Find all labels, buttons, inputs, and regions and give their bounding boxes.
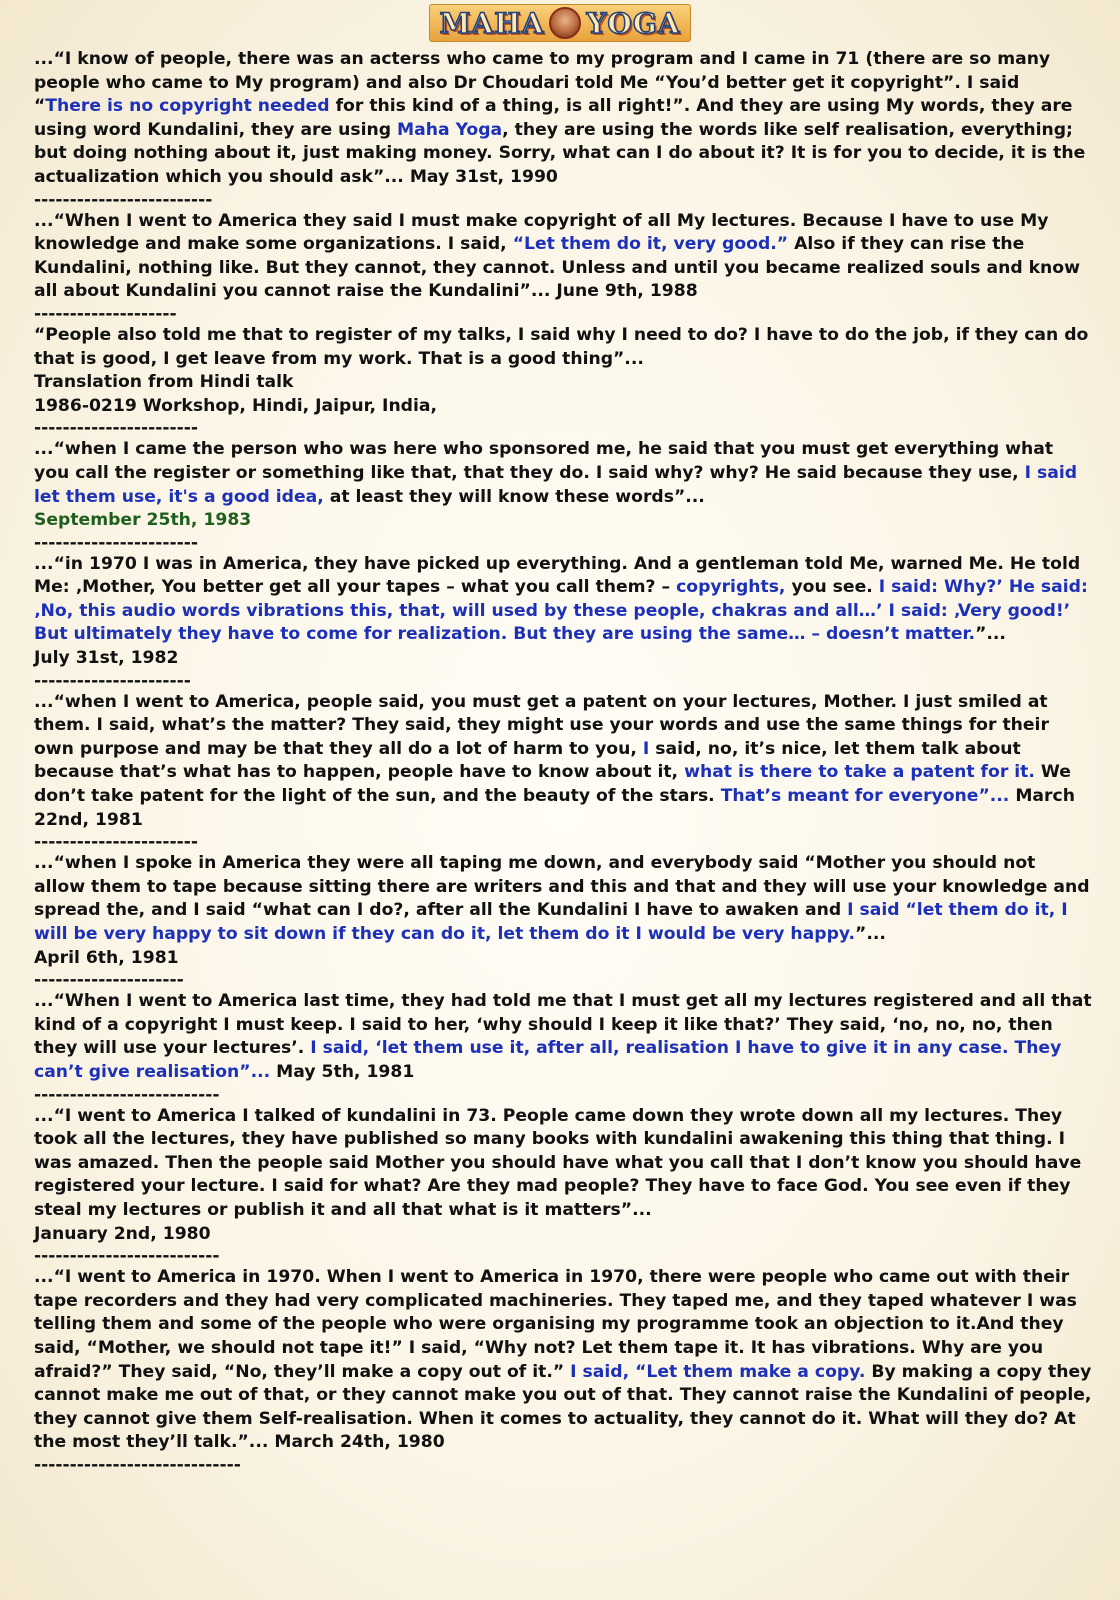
quote-entry bbox=[34, 438, 1092, 552]
separator-line: ----------------------------- bbox=[34, 1454, 241, 1475]
highlighted-text: I said, ‘let them use it, after all, realisation I have to give it in any case. They can’t give realisation”... bbox=[34, 1038, 1062, 1082]
highlighted-text: what is there to take a patent for it. bbox=[684, 762, 1035, 783]
text-segment: We don’t take patent for the light of the sun, and the beauty of the stars. bbox=[34, 762, 1071, 807]
text-segment: July 31st, 1982 bbox=[34, 648, 179, 669]
quote-entry bbox=[34, 1266, 1092, 1475]
text-segment: January 2nd, 1980 bbox=[34, 1223, 211, 1244]
quote-entry bbox=[34, 324, 1092, 438]
text-segment: ...“When I went to America last time, they had told me that I must get all my lectures registered and all that kind of a copyright I must keep. I said to her, ‘why should I keep it like that?’ They said, ‘no, no, no, then they will use your lectures’. bbox=[34, 991, 1092, 1059]
text-segment: said, no, it’s nice, let them talk about because that’s what has to happen, people have to know about it, bbox=[34, 738, 1021, 783]
highlighted-text: copyrights, bbox=[676, 577, 786, 598]
quote-text bbox=[34, 48, 1092, 190]
quote-entry bbox=[34, 48, 1092, 210]
separator-line: ----------------------- bbox=[34, 532, 199, 553]
quote-source-line bbox=[34, 947, 1092, 971]
separator-line: ----------------------- bbox=[34, 418, 199, 439]
text-segment: ...“I know of people, there was an acterss who came to my program and I came in 71 (there are so many people who came to My program) and also Dr Choudari told Me “You’d better get it copyright”. I said “ bbox=[34, 49, 1051, 117]
text-segment: Translation from Hindi talk bbox=[34, 372, 294, 393]
logo-word-yoga: YOGA bbox=[586, 6, 681, 40]
quote-text bbox=[34, 324, 1092, 371]
quote-text bbox=[34, 438, 1092, 509]
separator-line: -------------------------- bbox=[34, 1084, 220, 1105]
logo-word-maha: MAHA bbox=[439, 6, 545, 40]
text-segment: ...“I went to America I talked of kundalini in 73. People came down they wrote down all my lectures. They took all the lectures, they have published so many books with kundalini awakening this thing that thing. I was amazed. Then the people said Mother you should have what you call that I don’t know you should have registered your lecture. I said for what? Are they mad people? They have to face God. You see even if they steal my lectures or publish it and all that what is it matters”... bbox=[34, 1105, 1082, 1220]
quote-entry bbox=[34, 553, 1092, 691]
quote-text bbox=[34, 852, 1092, 946]
text-segment: March 22nd, 1981 bbox=[34, 786, 1075, 830]
maha-yoga-logo bbox=[429, 4, 692, 42]
quote-source-line bbox=[34, 395, 1092, 419]
text-segment: Also if they can rise the Kundalini, nothing like. But they cannot, they cannot. Unless and until you became realized souls and know all about Kundalini you cannot raise the Kundalini”... June 9th, 1988 bbox=[34, 234, 1080, 302]
text-segment: April 6th, 1981 bbox=[34, 947, 179, 968]
header bbox=[0, 0, 1120, 48]
highlighted-text: I bbox=[642, 738, 650, 759]
highlighted-text: I said, “Let them make a copy. bbox=[570, 1361, 866, 1382]
quote-entry bbox=[34, 691, 1092, 853]
quote-entry bbox=[34, 1105, 1092, 1267]
text-segment: ...“When I went to America they said I must make copyright of all My lectures. Because I have to use My knowledge and make some organizations. I said, bbox=[34, 210, 1049, 255]
text-segment: ...“when I spoke in America they were all taping me down, and everybody said “Mother you should not allow them to tape because sitting there are writers and this and that and they will use your knowledge and spread the, and I said “what can I do?, after all the Kundalini I have to awaken and bbox=[34, 853, 1090, 921]
text-segment: ...“when I came the person who was here who sponsored me, he said that you must get everything what you call the register or something like that, that they do. I said why? why? He said because they use, bbox=[34, 439, 1054, 483]
quote-entry bbox=[34, 990, 1092, 1104]
text-segment: for this kind of a thing, is all right!”. And they are using My words, they are using word Kundalini, they are using bbox=[34, 96, 1073, 140]
text-segment: May 5th, 1981 bbox=[270, 1061, 415, 1082]
text-segment: you see. bbox=[785, 577, 879, 598]
text-segment: ”... bbox=[975, 624, 1006, 645]
quote-text bbox=[34, 1266, 1092, 1455]
text-segment: ...“I went to America in 1970. When I went to America in 1970, there were people who came out with their tape recorders and they had very complicated machineries. They taped me, and they taped whatever I was telling them and some of the people who were organising my programme took an objection to it.And they said, “Mother, we should not tape it!” I said, “Why not? Let them tape it. It has vibrations. Why are you afraid?” They said, “No, they’ll make a copy out of it.” bbox=[34, 1267, 1077, 1382]
quote-entry bbox=[34, 210, 1092, 324]
quote-entry bbox=[34, 852, 1092, 990]
text-segment: at least they will know these words”... bbox=[323, 486, 705, 507]
quote-source-line bbox=[34, 371, 1092, 395]
separator-line: ----------------------- bbox=[34, 832, 199, 853]
text-segment: ...“in 1970 I was in America, they have picked up everything. And a gentleman told Me, warned Me. He told Me: ‚Mother, You better get all your tapes – what you call them? – bbox=[34, 553, 1081, 598]
text-segment: “People also told me that to register of my talks, I said why I need to do? I have to do the job, if they can do that is good, I get leave from my work. That is a good thing”... bbox=[34, 324, 1089, 369]
separator-line: -------------------- bbox=[34, 303, 177, 324]
text-segment: 1986-0219 Workshop, Hindi, Jaipur, India, bbox=[34, 395, 437, 416]
quote-text bbox=[34, 210, 1092, 304]
separator-line: ------------------------- bbox=[34, 189, 213, 210]
portrait-icon bbox=[549, 7, 581, 39]
quote-text bbox=[34, 1105, 1092, 1223]
highlighted-text: “Let them do it, very good.” bbox=[512, 234, 789, 255]
highlighted-text: I said “let them do it, I will be very happy to sit down if they can do it, let them do it I would be very happy. bbox=[34, 900, 1068, 944]
separator-line: -------------------------- bbox=[34, 1246, 220, 1267]
quote-source-line bbox=[34, 1223, 1092, 1247]
quote-text bbox=[34, 990, 1092, 1084]
quote-source-line bbox=[34, 647, 1092, 671]
date-text: September 25th, 1983 bbox=[34, 510, 252, 531]
text-segment: ...“when I went to America, people said, you must get a patent on your lectures, Mother. I just smiled at them. I said, what’s the matter? They said, they might use your words and use the same things for their own purpose and may be that they all do a lot of harm to you, bbox=[34, 691, 1049, 759]
text-segment: ”... bbox=[855, 924, 886, 944]
quotes-list bbox=[0, 48, 1120, 1475]
text-segment: By making a copy they cannot make me out of that, or they cannot make you out of that. They cannot raise the Kundalini of people, they cannot give them Self-realisation. When it comes to actuality, they cannot do it. What will they do? At the most they’ll talk.”... March 24th, 1980 bbox=[34, 1361, 1092, 1453]
separator-line: --------------------- bbox=[34, 970, 184, 991]
highlighted-text: There is no copyright needed bbox=[45, 96, 330, 117]
text-segment: , they are using the words like self realisation, everything; but doing nothing about it, just making money. Sorry, what can I do about it? It is for you to decide, it is the actualization which you should ask”... May 31st, 1990 bbox=[34, 119, 1086, 187]
highlighted-text: I said let them use, it's a good idea, bbox=[34, 462, 1078, 507]
quote-text bbox=[34, 553, 1092, 647]
highlighted-text: Maha Yoga bbox=[397, 119, 503, 140]
quote-source-line bbox=[34, 509, 1092, 533]
quote-text bbox=[34, 691, 1092, 833]
highlighted-text: I said: Why?’ He said: ‚No, this audio words vibrations this, that, will used by these people, chakras and all…’ I said: ‚Very good!’ But ultimately they have to come for realization. But they are using the same… – doesn’t matter. bbox=[34, 577, 1088, 645]
highlighted-text: That’s meant for everyone”... bbox=[720, 786, 1010, 807]
separator-line: ---------------------- bbox=[34, 670, 191, 691]
